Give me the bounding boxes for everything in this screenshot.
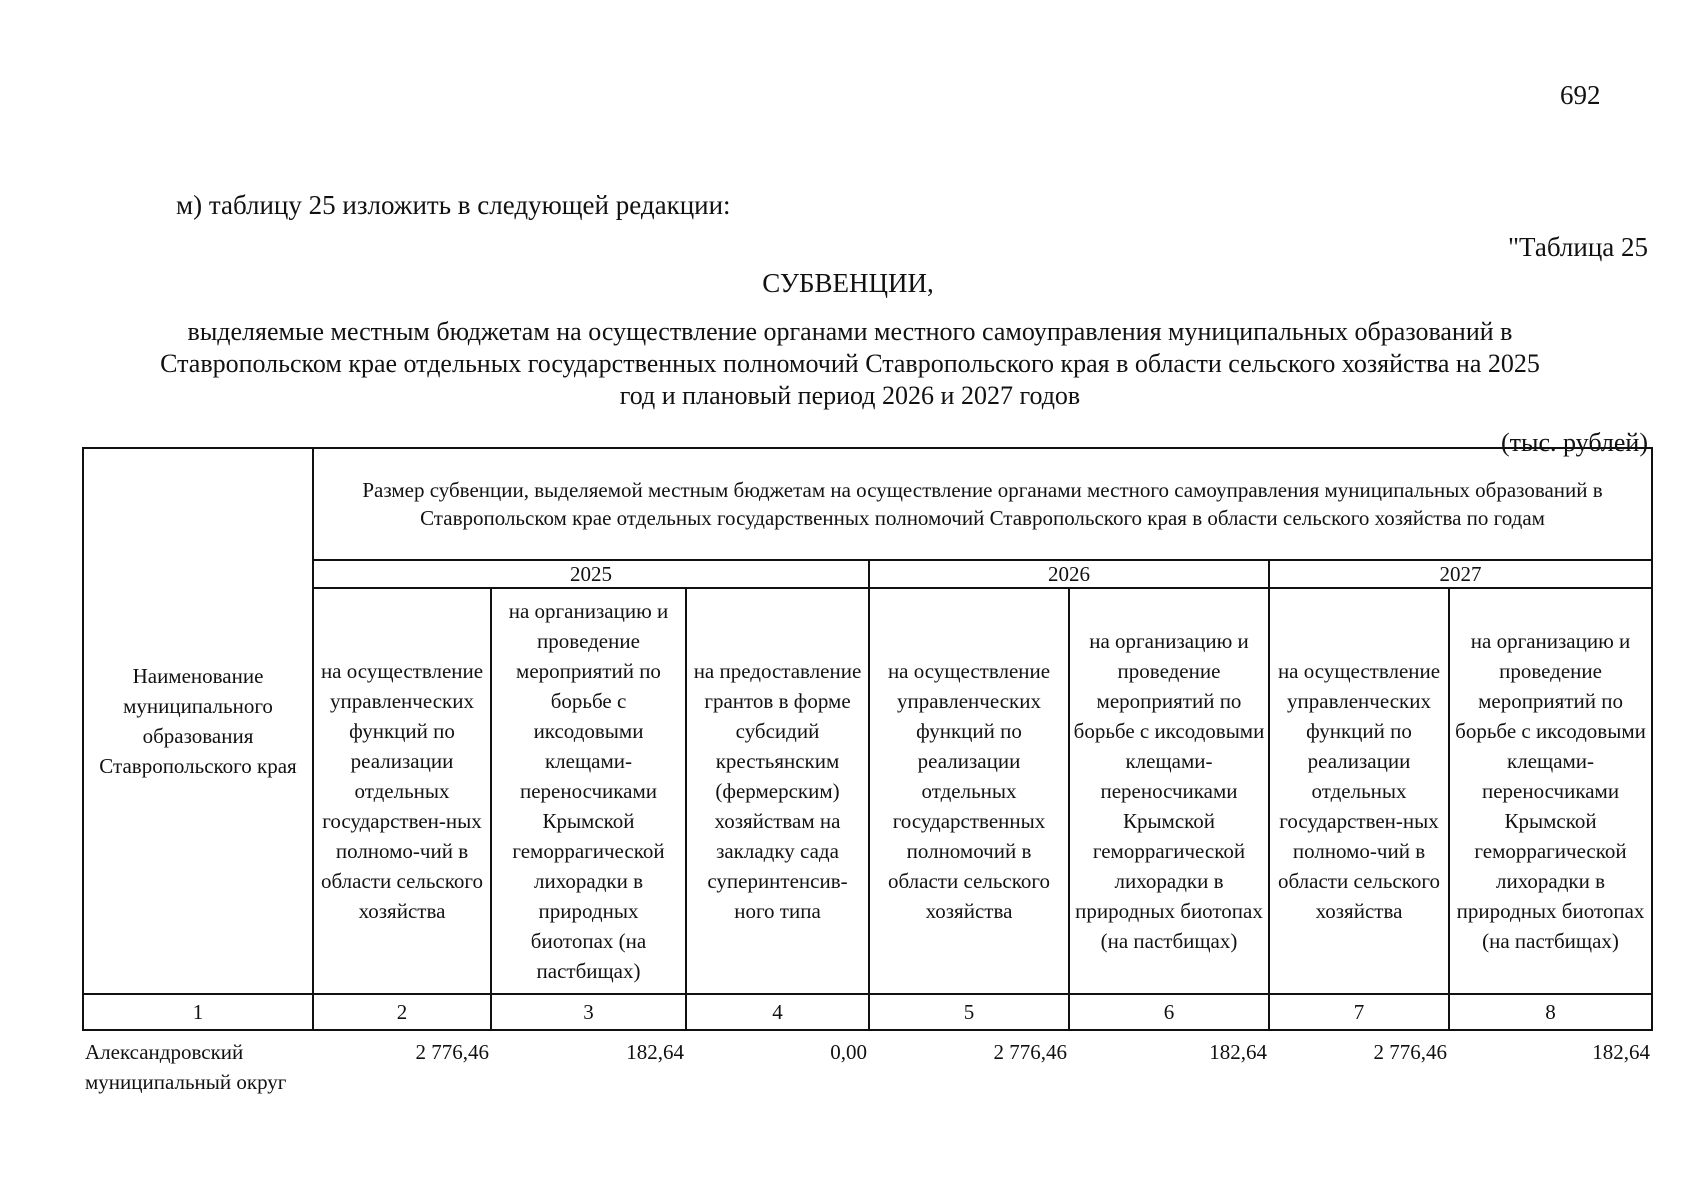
amendment-instruction: м) таблицу 25 изложить в следующей редакции: <box>176 190 731 220</box>
column-number: 7 <box>1269 994 1449 1030</box>
column-number: 6 <box>1069 994 1269 1030</box>
table-row <box>83 1030 1652 1097</box>
year-header-2026: 2026 <box>869 560 1269 588</box>
column-header-5: на осуществление управленческих функций по реализации отдельных государственных полномочий в области сельского хозяйства <box>869 588 1069 994</box>
municipality-name: Александровский муниципальный округ <box>85 1040 287 1094</box>
column-header-2: на осуществление управленческих функций по реализации отдельных государствен-ных полномо-чий в области сельского хозяйства <box>313 588 491 994</box>
column-number: 3 <box>491 994 686 1030</box>
page-number: 692 <box>1560 80 1601 110</box>
column-number: 8 <box>1449 994 1652 1030</box>
column-header-6: на организацию и проведение мероприятий по борьбе с иксодовыми клещами-переносчиками Крымской геморрагической лихорадки в природных биотопах (на пастбищах) <box>1069 588 1269 994</box>
value-cell: 2 776,46 <box>1373 1040 1447 1064</box>
column-header-7: на осуществление управленческих функций по реализации отдельных государствен-ных полномо-чий в области сельского хозяйства <box>1269 588 1449 994</box>
column-number: 1 <box>83 994 313 1030</box>
year-header-2025: 2025 <box>313 560 869 588</box>
year-header-2027: 2027 <box>1269 560 1652 588</box>
column-header-8: на организацию и проведение мероприятий по борьбе с иксодовыми клещами-переносчиками Крымской геморрагической лихорадки в природных биотопах (на пастбищах) <box>1449 588 1652 994</box>
subsidy-table <box>82 447 1653 1097</box>
column-number: 2 <box>313 994 491 1030</box>
column-number: 4 <box>686 994 869 1030</box>
document-title: СУБВЕНЦИИ, <box>762 268 934 298</box>
value-cell: 182,64 <box>1592 1040 1651 1064</box>
value-cell: 0,00 <box>830 1040 867 1064</box>
spanning-header: Размер субвенции, выделяемой местным бюджетам на осуществление органами местного самоуправления муниципальных образований в Ставропольском крае отдельных государственных полномочий Ставропольского края в области сельского хозяйства по годам <box>313 448 1652 560</box>
name-column-header: Наименование муниципального образования Ставропольского края <box>83 448 313 994</box>
value-cell: 2 776,46 <box>993 1040 1067 1064</box>
document-subtitle: выделяемые местным бюджетам на осуществление органами местного самоуправления муниципальных образований в Ставропольском крае отдельных государственных полномочий Ставропольского края в области сельского хозяйства на 2025 год и плановый период 2026 и 2027 годов <box>160 317 1540 410</box>
value-cell: 182,64 <box>626 1040 684 1064</box>
value-cell: 2 776,46 <box>415 1040 489 1064</box>
column-number: 5 <box>869 994 1069 1030</box>
value-cell: 182,64 <box>1209 1040 1267 1064</box>
units-label: (тыс. рублей) <box>1500 428 1648 457</box>
column-header-3: на организацию и проведение мероприятий по борьбе с иксодовыми клещами-переносчиками Крымской геморрагической лихорадки в природных биотопах (на пастбищах) <box>491 588 686 994</box>
column-header-4: на предоставление грантов в форме субсидий крестьянским (фермерским) хозяйствам на закладку сада суперинтенсив-ного типа <box>686 588 869 994</box>
table-number: "Таблица 25 <box>1508 232 1648 262</box>
